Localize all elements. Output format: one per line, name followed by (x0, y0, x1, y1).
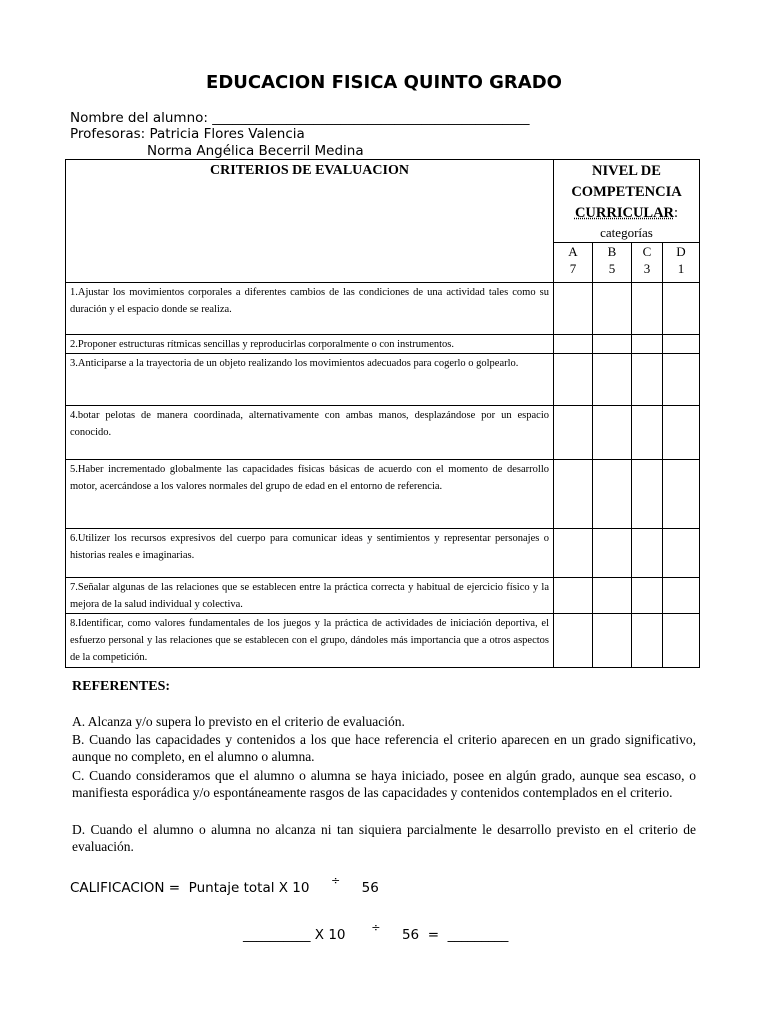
level-header-line1: NIVEL DE (592, 163, 661, 179)
referente-a: A. Alcanza y/o supera lo previsto en el criterio de evaluación. (72, 714, 405, 729)
score-cell-a[interactable] (554, 578, 593, 614)
teacher-1: Patricia Flores Valencia (149, 126, 305, 142)
evaluation-table (65, 159, 700, 668)
score-cell-a[interactable] (554, 406, 593, 460)
score-cell-d[interactable] (663, 614, 700, 668)
category-d: D 1 (663, 243, 700, 283)
score-cell-b[interactable] (593, 335, 632, 354)
criterion-4: 4.botar pelotas de manera coordinada, alternativamente con ambas manos, desplazándose por un espacio conocido. (66, 406, 554, 460)
referentes-title: REFERENTES: (72, 679, 171, 694)
score-cell-d[interactable] (663, 529, 700, 578)
equals-sign: = (427, 927, 440, 943)
table-row (66, 354, 700, 406)
score-cell-b[interactable] (593, 406, 632, 460)
table-row (66, 283, 700, 335)
criterion-1: 1.Ajustar los movimientos corporales a diferentes cambios de las condiciones de una actividad tales como su duración y el espacio donde se realiza. (66, 283, 554, 335)
formula-label: CALIFICACION = (70, 880, 181, 896)
times-ten: X 10 (314, 927, 346, 943)
teachers-line (70, 126, 305, 142)
score-cell-b[interactable] (593, 354, 632, 406)
table-row (66, 335, 700, 354)
score-cell-d[interactable] (663, 283, 700, 335)
category-c: C 3 (632, 243, 663, 283)
level-header-line3: CURRICULAR: (574, 205, 679, 221)
score-cell-b[interactable] (593, 529, 632, 578)
table-row (66, 578, 700, 614)
grade-calculation (243, 921, 509, 943)
teacher-2: Norma Angélica Becerril Medina (147, 143, 364, 159)
referente-d: D. Cuando el alumno o alumna no alcanza ni tan siquiera parcialmente le desarrollo previsto en el criterio de evaluación. (72, 822, 696, 854)
referente-b: B. Cuando las capacidades y contenidos a los que hace referencia el criterio aparecen en un grado significativo, aunque no completo, en el alumno o alumna. (72, 732, 696, 764)
table-row (66, 529, 700, 578)
student-name-line (70, 110, 530, 126)
formula-divisor: 56 (361, 880, 379, 896)
score-cell-a[interactable] (554, 460, 593, 529)
criterion-7: 7.Señalar algunas de las relaciones que se establecen entre la práctica correcta y habitual de ejercicio físico y la mejora de la salud individual y colectiva. (66, 578, 554, 614)
criterion-8: 8.Identificar, como valores fundamentales de los juegos y la práctica de actividades de iniciación deportiva, el esfuerzo personal y las relaciones que se establecen con el grupo, dándoles más importancia que a otros aspectos de la competición. (66, 614, 554, 668)
score-cell-c[interactable] (632, 578, 663, 614)
score-cell-c[interactable] (632, 460, 663, 529)
level-header-line2: COMPETENCIA (571, 184, 682, 200)
score-cell-d[interactable] (663, 460, 700, 529)
score-cell-c[interactable] (632, 335, 663, 354)
score-cell-c[interactable] (632, 354, 663, 406)
criterion-2: 2.Proponer estructuras rítmicas sencillas y reproducirlas corporalmente o con instrumentos. (66, 335, 554, 354)
score-cell-b[interactable] (593, 283, 632, 335)
score-cell-b[interactable] (593, 614, 632, 668)
formula-expression: Puntaje total X 10 (188, 880, 310, 896)
teachers-label: Profesoras: (70, 126, 146, 142)
page-title: EDUCACION FISICA QUINTO GRADO (206, 72, 562, 93)
criterion-6: 6.Utilizer los recursos expresivos del cuerpo para comunicar ideas y sentimientos y representar personajes o historias reales e imaginarias. (66, 529, 554, 578)
category-a: A 7 (554, 243, 593, 283)
student-name-label: Nombre del alumno: (70, 110, 208, 126)
calc-divisor: 56 (401, 927, 420, 943)
student-name-blank: _______________________________________________ (212, 110, 530, 126)
score-cell-a[interactable] (554, 614, 593, 668)
table-row (66, 614, 700, 668)
category-b: B 5 (593, 243, 632, 283)
score-cell-a[interactable] (554, 529, 593, 578)
score-cell-b[interactable] (593, 460, 632, 529)
categories-label: categorías (600, 225, 653, 240)
divide-symbol: ÷ (330, 874, 341, 887)
score-cell-d[interactable] (663, 578, 700, 614)
result-blank[interactable]: _________ (447, 927, 509, 943)
score-cell-c[interactable] (632, 529, 663, 578)
criterion-3: 3.Anticiparse a la trayectoria de un objeto realizando los movimientos adecuados para cogerlo o golpearlo. (66, 354, 554, 406)
score-cell-a[interactable] (554, 354, 593, 406)
score-cell-c[interactable] (632, 614, 663, 668)
criteria-header: CRITERIOS DE EVALUACION (66, 160, 554, 283)
score-cell-a[interactable] (554, 283, 593, 335)
score-cell-c[interactable] (632, 283, 663, 335)
table-row (66, 460, 700, 529)
score-cell-d[interactable] (663, 406, 700, 460)
score-cell-b[interactable] (593, 578, 632, 614)
divide-symbol: ÷ (371, 921, 381, 934)
referente-c: C. Cuando consideramos que el alumno o alumna se haya iniciado, posee en algún grado, aunque sea escaso, o manifiesta esporádica y/o espontáneamente rasgos de las capacidades y contenidos contemplados en el criterio. (72, 768, 696, 800)
score-cell-c[interactable] (632, 406, 663, 460)
grade-formula (70, 874, 379, 896)
score-cell-a[interactable] (554, 335, 593, 354)
criterion-5: 5.Haber incrementado globalmente las capacidades físicas básicas de acuerdo con el momento de desarrollo motor, acercándose a los valores normales del grupo de edad en el entorno de referencia. (66, 460, 554, 529)
score-cell-d[interactable] (663, 335, 700, 354)
table-row (66, 406, 700, 460)
level-header (554, 160, 700, 243)
score-cell-d[interactable] (663, 354, 700, 406)
score-blank[interactable]: __________ (243, 927, 311, 943)
